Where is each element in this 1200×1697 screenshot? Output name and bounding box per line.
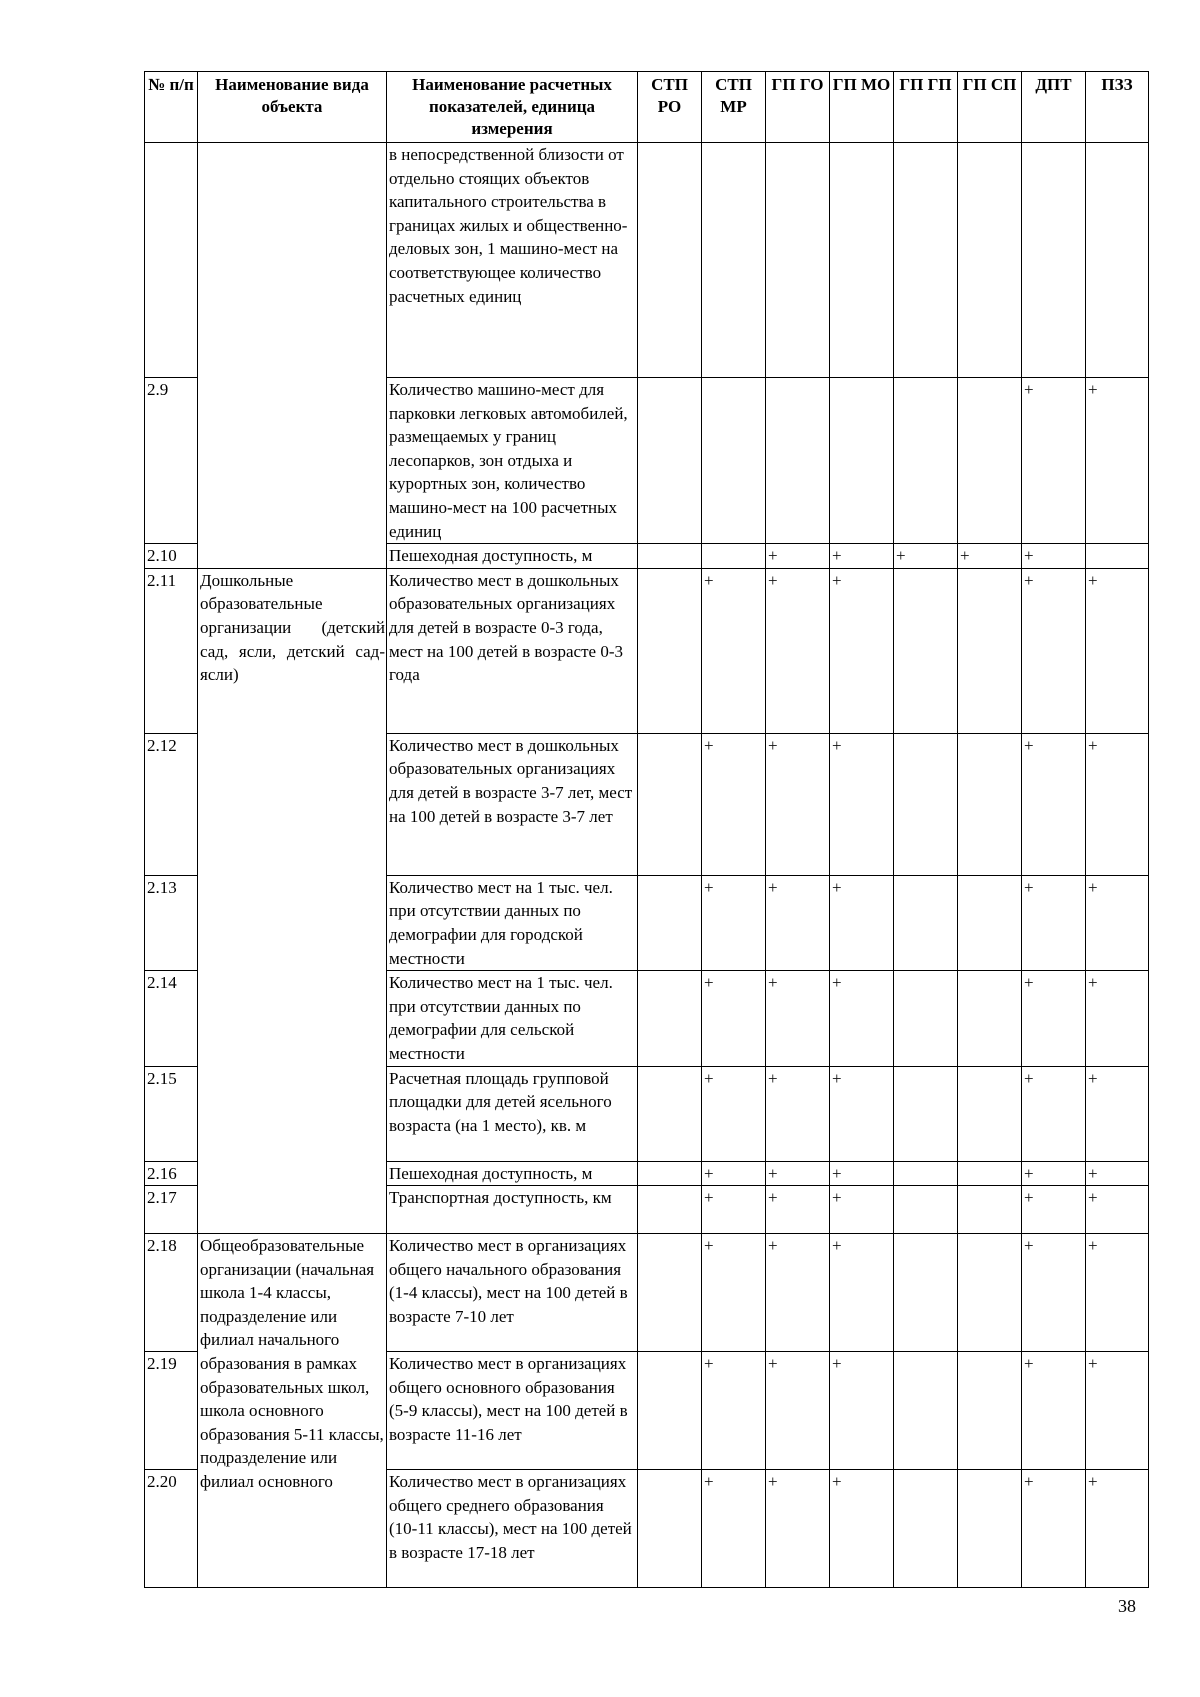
indicator-cell: Количество мест в дошкольных образовательных организациях для детей в возрасте 0-3 года, мест на 100 детей в возрасте 0-3 года	[387, 568, 638, 733]
mark-cell: +	[702, 1066, 766, 1161]
page-number: 38	[1118, 1596, 1136, 1616]
object-group-general-education: Общеобразовательные организации (начальная школа 1-4 классы, подразделение или филиал начального образования в рамках образовательных школ, школа основного образования 5-11 классы, подразделение или филиал основного	[198, 1234, 387, 1588]
mark-cell: +	[766, 1186, 830, 1234]
table-row	[145, 1234, 1149, 1352]
mark-cell	[958, 1161, 1022, 1186]
mark-cell	[894, 875, 958, 970]
mark-cell	[894, 568, 958, 733]
mark-cell: +	[1086, 1186, 1149, 1234]
mark-cell: +	[1022, 544, 1086, 569]
mark-cell: +	[830, 1234, 894, 1352]
indicator-cell: Количество мест в организациях общего начального образования (1-4 классы), мест на 100 детей в возрасте 7-10 лет	[387, 1234, 638, 1352]
mark-cell: +	[766, 544, 830, 569]
mark-cell: +	[702, 568, 766, 733]
mark-cell	[958, 378, 1022, 544]
header-doc-dpt: ДПТ	[1022, 72, 1086, 143]
mark-cell	[894, 1161, 958, 1186]
mark-cell	[830, 378, 894, 544]
mark-cell: +	[766, 1470, 830, 1588]
mark-cell: +	[1022, 733, 1086, 875]
mark-cell: +	[830, 1161, 894, 1186]
mark-cell	[702, 143, 766, 378]
mark-cell	[638, 1161, 702, 1186]
mark-cell: +	[1022, 1161, 1086, 1186]
row-number: 2.15	[145, 1066, 198, 1161]
mark-cell	[958, 568, 1022, 733]
mark-cell: +	[1086, 1352, 1149, 1470]
mark-cell: +	[1086, 1234, 1149, 1352]
mark-cell	[638, 971, 702, 1066]
mark-cell	[894, 1186, 958, 1234]
header-doc-gp-sp: ГП СП	[958, 72, 1022, 143]
header-doc-gp-go: ГП ГО	[766, 72, 830, 143]
mark-cell: +	[830, 1470, 894, 1588]
header-doc-gp-mo: ГП МО	[830, 72, 894, 143]
row-number: 2.11	[145, 568, 198, 733]
mark-cell: +	[830, 733, 894, 875]
mark-cell	[1022, 143, 1086, 378]
mark-cell	[894, 143, 958, 378]
mark-cell: +	[1086, 1066, 1149, 1161]
row-number: 2.12	[145, 733, 198, 875]
mark-cell: +	[702, 1186, 766, 1234]
mark-cell	[830, 143, 894, 378]
mark-cell: +	[1022, 568, 1086, 733]
row-number: 2.9	[145, 378, 198, 544]
header-doc-pzz: ПЗЗ	[1086, 72, 1149, 143]
mark-cell: +	[1086, 1470, 1149, 1588]
mark-cell: +	[894, 544, 958, 569]
row-number	[145, 143, 198, 378]
row-number: 2.20	[145, 1470, 198, 1588]
header-indicator: Наименование расчетных показателей, единица измерения	[387, 72, 638, 143]
mark-cell: +	[766, 875, 830, 970]
mark-cell	[638, 1352, 702, 1470]
row-number: 2.17	[145, 1186, 198, 1234]
mark-cell	[638, 378, 702, 544]
mark-cell: +	[1022, 1352, 1086, 1470]
mark-cell: +	[1086, 378, 1149, 544]
mark-cell	[638, 733, 702, 875]
mark-cell: +	[766, 1066, 830, 1161]
mark-cell: +	[830, 544, 894, 569]
mark-cell	[958, 1066, 1022, 1161]
header-doc-stp-ro: СТП РО	[638, 72, 702, 143]
mark-cell: +	[830, 1186, 894, 1234]
object-group-parking	[198, 143, 387, 569]
indicator-cell: Пешеходная доступность, м	[387, 544, 638, 569]
object-group-preschool	[198, 568, 387, 1233]
row-number: 2.16	[145, 1161, 198, 1186]
mark-cell	[894, 1234, 958, 1352]
mark-cell: +	[1022, 1066, 1086, 1161]
mark-cell	[638, 875, 702, 970]
mark-cell	[894, 378, 958, 544]
mark-cell: +	[766, 733, 830, 875]
mark-cell	[958, 1470, 1022, 1588]
mark-cell: +	[1022, 378, 1086, 544]
mark-cell	[638, 1234, 702, 1352]
mark-cell: +	[1022, 875, 1086, 970]
row-number: 2.19	[145, 1352, 198, 1470]
mark-cell: +	[766, 1234, 830, 1352]
table-row	[145, 143, 1149, 378]
indicator-cell: Количество мест в организациях общего основного образования (5-9 классы), мест на 100 детей в возрасте 11-16 лет	[387, 1352, 638, 1470]
mark-cell	[958, 1186, 1022, 1234]
mark-cell	[766, 143, 830, 378]
mark-cell: +	[702, 1470, 766, 1588]
mark-cell: +	[1022, 1186, 1086, 1234]
mark-cell	[894, 1066, 958, 1161]
indicator-cell: Количество мест в дошкольных образовательных организациях для детей в возрасте 3-7 лет, мест на 100 детей в возрасте 3-7 лет	[387, 733, 638, 875]
mark-cell	[638, 568, 702, 733]
row-number: 2.18	[145, 1234, 198, 1352]
mark-cell: +	[702, 1352, 766, 1470]
mark-cell	[638, 544, 702, 569]
mark-cell: +	[958, 544, 1022, 569]
header-row	[145, 72, 1149, 143]
mark-cell	[702, 544, 766, 569]
row-number: 2.14	[145, 971, 198, 1066]
mark-cell: +	[830, 568, 894, 733]
mark-cell: +	[702, 971, 766, 1066]
header-doc-gp-gp: ГП ГП	[894, 72, 958, 143]
mark-cell: +	[830, 875, 894, 970]
indicator-cell: Транспортная доступность, км	[387, 1186, 638, 1234]
mark-cell: +	[766, 971, 830, 1066]
mark-cell	[958, 875, 1022, 970]
mark-cell: +	[830, 1066, 894, 1161]
mark-cell: +	[1022, 1234, 1086, 1352]
mark-cell: +	[702, 1161, 766, 1186]
mark-cell	[638, 1470, 702, 1588]
mark-cell	[1086, 544, 1149, 569]
indicator-cell: Количество мест в организациях общего среднего образования (10-11 классы), мест на 100 детей в возрасте 17-18 лет	[387, 1470, 638, 1588]
mark-cell: +	[1086, 1161, 1149, 1186]
mark-cell	[958, 143, 1022, 378]
mark-cell: +	[702, 733, 766, 875]
mark-cell	[958, 1352, 1022, 1470]
mark-cell: +	[830, 971, 894, 1066]
mark-cell	[894, 971, 958, 1066]
mark-cell: +	[702, 1234, 766, 1352]
mark-cell: +	[1022, 971, 1086, 1066]
object-group-preschool-label: Дошкольные образовательные организации (детский сад, ясли, детский сад-ясли)	[200, 570, 385, 685]
mark-cell: +	[1086, 733, 1149, 875]
mark-cell	[894, 1352, 958, 1470]
header-doc-stp-mr: СТП МР	[702, 72, 766, 143]
row-number: 2.13	[145, 875, 198, 970]
indicator-cell: в непосредственной близости от отдельно стоящих объектов капитального строительства в границах жилых и общественно-деловых зон, 1 машино-мест на соответствующее количество расчетных единиц	[387, 143, 638, 378]
mark-cell: +	[702, 875, 766, 970]
mark-cell	[638, 1186, 702, 1234]
mark-cell: +	[1086, 568, 1149, 733]
mark-cell	[958, 733, 1022, 875]
indicator-cell: Расчетная площадь групповой площадки для детей ясельного возраста (на 1 место), кв. м	[387, 1066, 638, 1161]
indicator-cell: Пешеходная доступность, м	[387, 1161, 638, 1186]
mark-cell	[638, 143, 702, 378]
mark-cell: +	[766, 1161, 830, 1186]
mark-cell: +	[766, 568, 830, 733]
mark-cell: +	[1086, 971, 1149, 1066]
mark-cell	[894, 1470, 958, 1588]
indicator-cell: Количество машино-мест для парковки легковых автомобилей, размещаемых у границ лесопарков, зон отдыха и курортных зон, количество машино-мест на 100 расчетных единиц	[387, 378, 638, 544]
mark-cell: +	[1086, 875, 1149, 970]
header-object: Наименование вида объекта	[198, 72, 387, 143]
mark-cell	[702, 378, 766, 544]
mark-cell	[1086, 143, 1149, 378]
mark-cell	[638, 1066, 702, 1161]
mark-cell	[958, 1234, 1022, 1352]
standards-table	[144, 71, 1149, 1588]
mark-cell: +	[1022, 1470, 1086, 1588]
header-num: № п/п	[145, 72, 198, 143]
indicator-cell: Количество мест на 1 тыс. чел. при отсутствии данных по демографии для сельской местности	[387, 971, 638, 1066]
table-row	[145, 568, 1149, 733]
mark-cell	[958, 971, 1022, 1066]
mark-cell: +	[830, 1352, 894, 1470]
mark-cell	[894, 733, 958, 875]
mark-cell: +	[766, 1352, 830, 1470]
row-number: 2.10	[145, 544, 198, 569]
mark-cell	[766, 378, 830, 544]
indicator-cell: Количество мест на 1 тыс. чел. при отсутствии данных по демографии для городской местности	[387, 875, 638, 970]
